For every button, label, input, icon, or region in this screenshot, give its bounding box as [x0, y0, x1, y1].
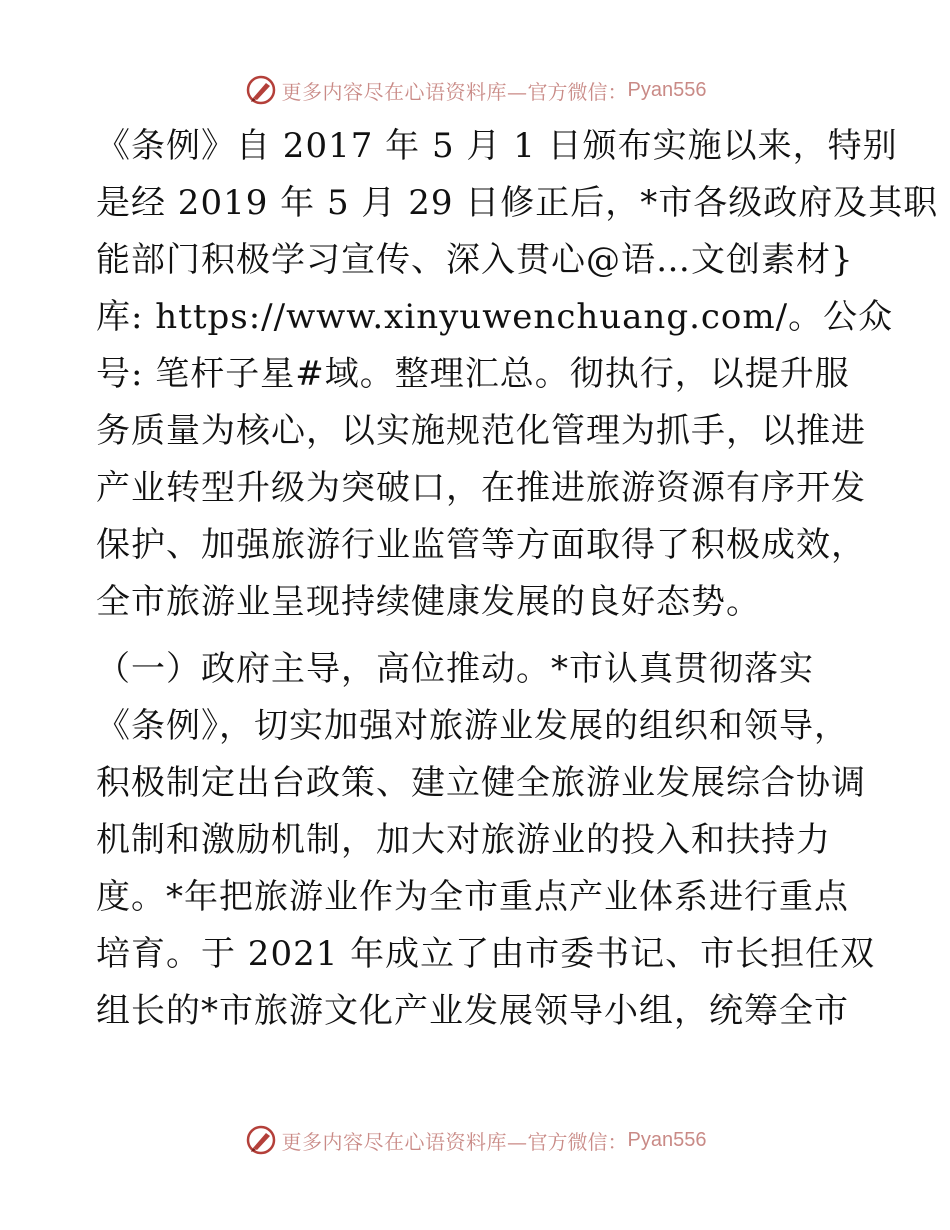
text-line: 全市旅游业呈现持续健康发展的良好态势。: [96, 582, 761, 622]
watermark-contact-id: Pyan556: [627, 1128, 707, 1151]
text-line: 保护、加强旅游行业监管等方面取得了积极成效，: [96, 525, 866, 565]
pen-logo-icon: [244, 73, 278, 107]
text-line: 能部门积极学习宣传、深入贯心@语…文创素材}: [96, 240, 854, 280]
text-line: 《条例》自 2017 年 5 月 1 日颁布实施以来，特别: [96, 126, 898, 166]
text-line: 《条例》，切实加强对旅游业发展的组织和领导，: [96, 706, 849, 746]
text-line: 库: https://www.xinyuwenchuang.com/。公众: [96, 297, 894, 337]
text-line: 培育。于 2021 年成立了由市委书记、市长担任双: [96, 934, 876, 974]
paragraph-1: [96, 118, 939, 631]
watermark-contact-label: 官方微信：: [527, 79, 628, 104]
watermark-banner-top: [0, 70, 950, 110]
text-line: 产业转型升级为突破口，在推进旅游资源有序开发: [96, 468, 866, 508]
watermark-text: 更多内容尽在心语资料库—: [281, 79, 528, 104]
paragraph-2: [96, 641, 876, 1040]
text-line: （一）政府主导，高位推动。*市认真贯彻落实: [96, 649, 814, 689]
watermark-text: 更多内容尽在心语资料库—: [281, 1129, 528, 1154]
watermark-contact-label: 官方微信：: [527, 1129, 628, 1154]
text-line: 积极制定出台政策、建立健全旅游业发展综合协调: [96, 763, 866, 803]
text-line: 机制和激励机制，加大对旅游业的投入和扶持力: [96, 820, 831, 860]
document-body: [96, 118, 939, 1040]
text-line: 务质量为核心，以实施规范化管理为抓手，以推进: [96, 411, 866, 451]
text-line: 度。*年把旅游业作为全市重点产业体系进行重点: [96, 877, 849, 917]
watermark-contact-id: Pyan556: [627, 78, 707, 101]
text-line: 是经 2019 年 5 月 29 日修正后，*市各级政府及其职: [96, 183, 939, 223]
pen-logo-icon: [244, 1123, 278, 1157]
text-line: 号: 笔杆子星#域。整理汇总。彻执行，以提升服: [96, 354, 850, 394]
text-line: 组长的*市旅游文化产业发展领导小组，统筹全市: [96, 991, 849, 1031]
watermark-banner-bottom: [0, 1120, 950, 1160]
